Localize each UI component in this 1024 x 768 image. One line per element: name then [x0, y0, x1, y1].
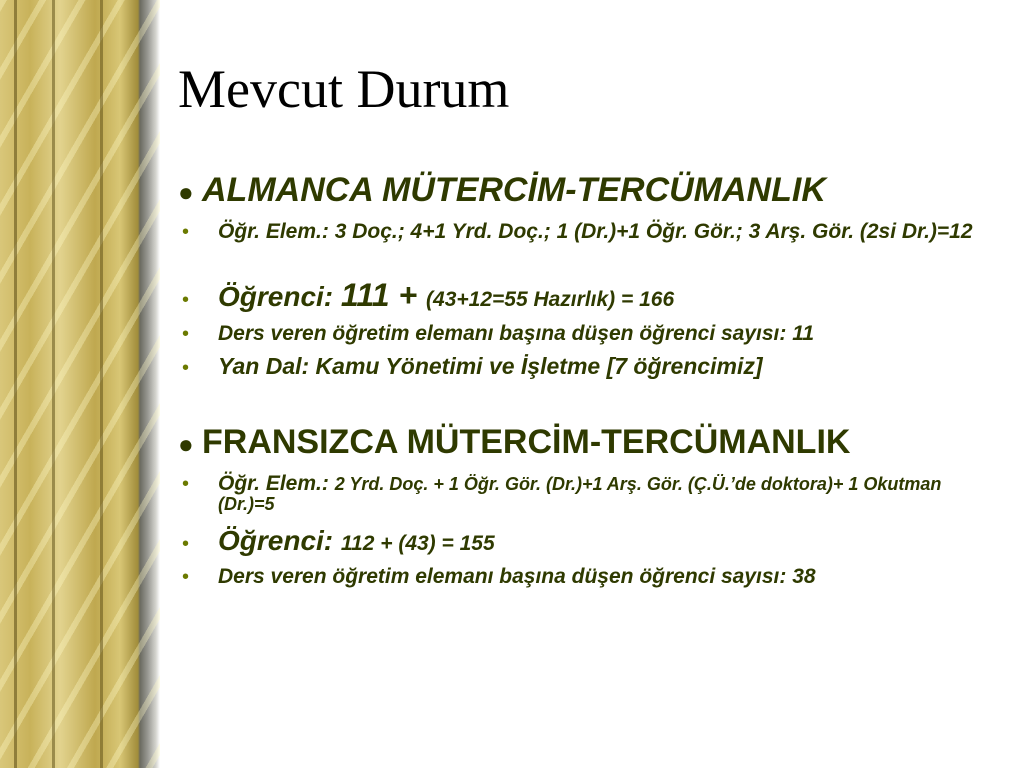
section-heading-fransizca	[178, 424, 850, 461]
item-text: Yan Dal: Kamu Yönetimi ve İşletme [7 öğrencimiz]	[218, 353, 763, 379]
bullet-icon: •	[182, 221, 190, 243]
list-item	[178, 526, 998, 557]
section-heading-almanca	[178, 172, 826, 209]
section-title: ALMANCA MÜTERCİM-TERCÜMANLIK	[202, 171, 826, 209]
item-text: Ders veren öğretim elemanı başına düşen öğrenci sayısı: 11	[218, 322, 815, 345]
list-item	[178, 322, 998, 346]
item-text	[218, 278, 998, 313]
bullet-icon: •	[182, 323, 190, 345]
slide-title: Mevcut Durum	[178, 59, 510, 119]
student-count: 111 +	[340, 277, 427, 313]
bullet-icon: •	[182, 473, 190, 495]
list-item	[178, 278, 998, 313]
item-label: Öğr. Elem.:	[218, 472, 335, 495]
list-item	[178, 472, 998, 515]
item-text	[218, 472, 998, 515]
bullet-icon: •	[182, 289, 190, 311]
item-text: Ders veren öğretim elemanı başına düşen öğrenci sayısı: 38	[218, 565, 816, 588]
item-text: Öğr. Elem.: 3 Doç.; 4+1 Yrd. Doç.; 1 (Dr.)+1 Öğr. Gör.; 3 Arş. Gör. (2si Dr.)=12	[218, 220, 973, 243]
item-text	[218, 526, 998, 557]
bullet-icon: •	[182, 533, 190, 555]
bullet-icon: •	[182, 357, 190, 379]
item-label: Öğrenci:	[218, 525, 341, 556]
list-item	[178, 565, 998, 589]
item-rest: 112 + (43) = 155	[340, 532, 495, 555]
item-rest: 2 Yrd. Doç. + 1 Öğr. Gör. (Dr.)+1 Arş. Gör. (Ç.Ü.’de doktora)+ 1 Okutman (Dr.)=5	[218, 474, 942, 515]
list-item	[178, 220, 998, 244]
bullet-dot-icon: ●	[178, 177, 194, 207]
decorative-gold-stripe	[0, 0, 160, 768]
list-item	[178, 354, 998, 380]
bullet-dot-icon: ●	[178, 429, 194, 459]
section-title: FRANSIZCA MÜTERCİM-TERCÜMANLIK	[202, 423, 851, 461]
item-label: Öğrenci:	[218, 281, 341, 312]
item-rest: (43+12=55 Hazırlık) = 166	[426, 288, 675, 311]
bullet-icon: •	[182, 566, 190, 588]
